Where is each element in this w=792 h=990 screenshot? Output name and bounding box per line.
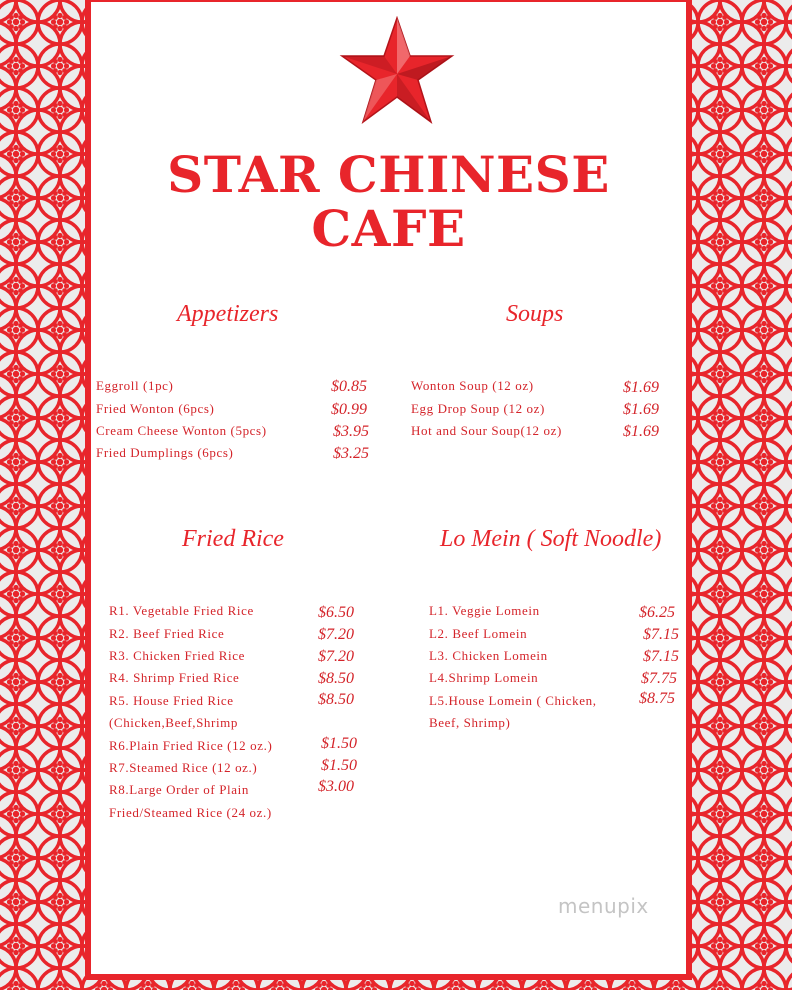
page-title bbox=[85, 145, 692, 258]
menu-item-price: $3.25 bbox=[333, 445, 369, 462]
title-line-2: CAFE bbox=[311, 199, 466, 258]
menu-item-name: R4. Shrimp Fried Rice bbox=[109, 670, 240, 685]
menu-item-name: R8.Large Order of Plain bbox=[109, 782, 249, 797]
menu-item-price: $8.75 bbox=[639, 690, 675, 707]
lo-mein-heading: Lo Mein ( Soft Noodle) bbox=[440, 526, 662, 552]
menu-item-price: $0.99 bbox=[331, 401, 367, 418]
menu-item-name: Fried Wonton (6pcs) bbox=[96, 401, 215, 416]
menu-item-name: L4.Shrimp Lomein bbox=[429, 670, 539, 685]
menu-item-name: R6.Plain Fried Rice (12 oz.) bbox=[109, 738, 273, 753]
menu-item-name: R2. Beef Fried Rice bbox=[109, 626, 225, 641]
menu-item-name: R1. Vegetable Fried Rice bbox=[109, 603, 254, 618]
menu-item-price: $1.69 bbox=[623, 423, 659, 440]
menu-item-price: $7.20 bbox=[318, 648, 354, 665]
menu-item-name: L2. Beef Lomein bbox=[429, 626, 528, 641]
menu-item-price: $6.25 bbox=[639, 604, 675, 621]
watermark: menupix bbox=[558, 894, 649, 918]
menu-item-price: $7.15 bbox=[643, 626, 679, 643]
menu-item-name: Egg Drop Soup (12 oz) bbox=[411, 401, 545, 416]
menu-item-price: $1.69 bbox=[623, 401, 659, 418]
menu-item-name: Hot and Sour Soup(12 oz) bbox=[411, 423, 562, 438]
menu-item-price: $3.95 bbox=[333, 423, 369, 440]
menu-item-name: L1. Veggie Lomein bbox=[429, 603, 540, 618]
title-line-1: STAR CHINESE bbox=[167, 145, 610, 204]
menu-item-price: $3.00 bbox=[318, 778, 354, 795]
menu-item-name: R7.Steamed Rice (12 oz.) bbox=[109, 760, 258, 775]
menu-item-name: R3. Chicken Fried Rice bbox=[109, 648, 245, 663]
menu-item-price: $7.20 bbox=[318, 626, 354, 643]
menu-item-name: Fried Dumplings (6pcs) bbox=[96, 445, 234, 460]
menu-item-name: L3. Chicken Lomein bbox=[429, 648, 548, 663]
menu-item-name: Wonton Soup (12 oz) bbox=[411, 378, 534, 393]
appetizers-heading: Appetizers bbox=[177, 301, 279, 327]
menu-item-name-continued: Beef, Shrimp) bbox=[429, 715, 511, 730]
menu-item-price: $1.50 bbox=[321, 735, 357, 752]
menu-item-price: $6.50 bbox=[318, 604, 354, 621]
menu-item-name: Cream Cheese Wonton (5pcs) bbox=[96, 423, 267, 438]
menu-item-name: Eggroll (1pc) bbox=[96, 378, 174, 393]
menu-item-name-continued: (Chicken,Beef,Shrimp bbox=[109, 715, 238, 730]
menu-item-price: $7.75 bbox=[641, 670, 677, 687]
menu-item-price: $8.50 bbox=[318, 691, 354, 708]
fried-rice-heading: Fried Rice bbox=[182, 526, 284, 552]
menu-item-name: R5. House Fried Rice bbox=[109, 693, 234, 708]
menu-item-price: $8.50 bbox=[318, 670, 354, 687]
menu-item-name-continued: Fried/Steamed Rice (24 oz.) bbox=[109, 805, 272, 820]
menu-item-price: $7.15 bbox=[643, 648, 679, 665]
menu-item-price: $1.50 bbox=[321, 757, 357, 774]
menu-item-price: $1.69 bbox=[623, 379, 659, 396]
menu-item-name: L5.House Lomein ( Chicken, bbox=[429, 693, 597, 708]
soups-heading: Soups bbox=[506, 301, 564, 327]
star-icon bbox=[339, 16, 455, 126]
menu-item-price: $0.85 bbox=[331, 378, 367, 395]
